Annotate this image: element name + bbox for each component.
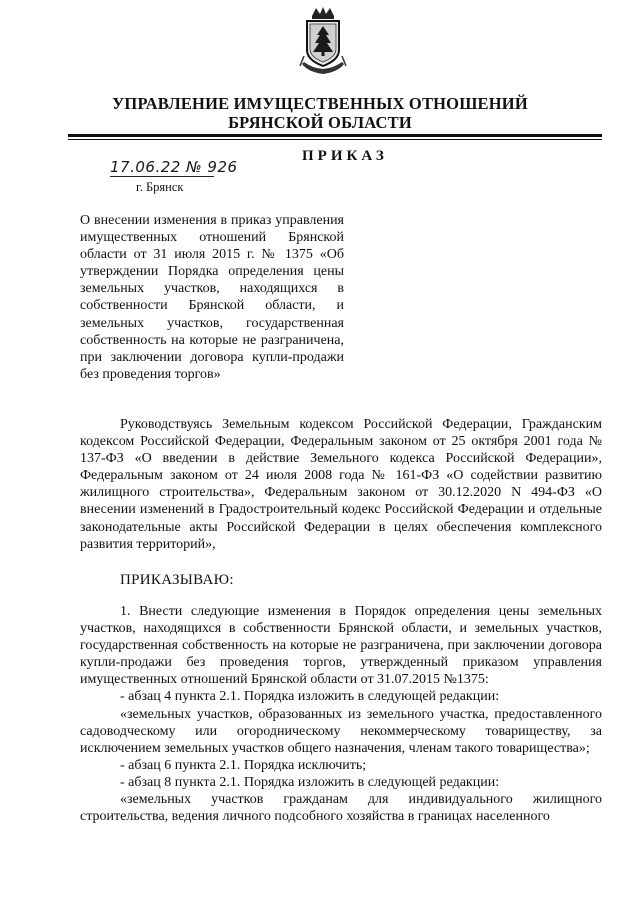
list-item: «земельных участков гражданам для индивидуального жилищного строительства, ведения личного подсобного хозяйства в границах населенного [80,792,602,825]
order-word: ПРИКАЗЫВАЮ: [120,572,234,588]
legal-basis-paragraph: Руководствуясь Земельным кодексом Российской Федерации, Гражданским кодексом Российской Федерации, Федеральным законом от 25 октября 2001 года № 137-ФЗ «О введении в действие Земельного кодекса Российской Федерации», Федеральным законом от 24 июля 2008 года № 161-ФЗ «О содействии развитию жилищного строительства», Федеральным законом от 30.12.2020 N 494-ФЗ «О внесении изменений в Градостроительный кодекс Российской Федерации и отдельные законодательные акты Российской Федерации в целях обеспечения комплексного развития территорий», [80,417,602,552]
document-subject: О внесении изменения в приказ управления имущественных отношений Брянской области от 31 июля 2015 г. № 1375 «Об утверждении Порядка определения цены земельных участков, находящихся в собственности Брянской области, и земельных участков, государственная собственность на которые не разграничена, при заключении договора купли-продажи без проведения торгов» [80,213,344,382]
organization-title-line2: БРЯНСКОЙ ОБЛАСТИ [228,113,412,132]
list-item: «земельных участков, образованных из земельного участка, предоставленного садоводческому или огородническому некоммерческому товариществу, за исключением земельных участков общего назначения, членам такого товарищества»; [80,706,602,756]
organization-title-line1: УПРАВЛЕНИЕ ИМУЩЕСТВЕННЫХ ОТНОШЕНИЙ [112,94,528,113]
document-type: ПРИКАЗ [302,148,388,164]
list-item: - абзац 4 пункта 2.1. Порядка изложить в следующей редакции: [120,689,500,705]
list-item: - абзац 6 пункта 2.1. Порядка исключить; [120,757,367,773]
header-rule-thick [68,134,602,137]
order-points [80,603,602,825]
point-1: 1. Внести следующие изменения в Порядок определения цены земельных участков, находящихся в собственности Брянской области, и земельных участков, государственная собственность на которые не разграничена, при заключении договора купли-продажи без проведения торгов, утвержденный приказом управления имущественных отношений Брянской области от 31.07.2015 №1375: [80,604,602,688]
header-rule-thin [68,139,602,140]
city-label: г. Брянск [136,180,184,194]
coat-of-arms-icon [298,6,348,78]
list-item: - абзац 8 пункта 2.1. Порядка изложить в следующей редакции: [120,774,500,790]
date-underline [110,176,214,177]
handwritten-date-number: 17.06.22 № 926 [110,158,238,176]
